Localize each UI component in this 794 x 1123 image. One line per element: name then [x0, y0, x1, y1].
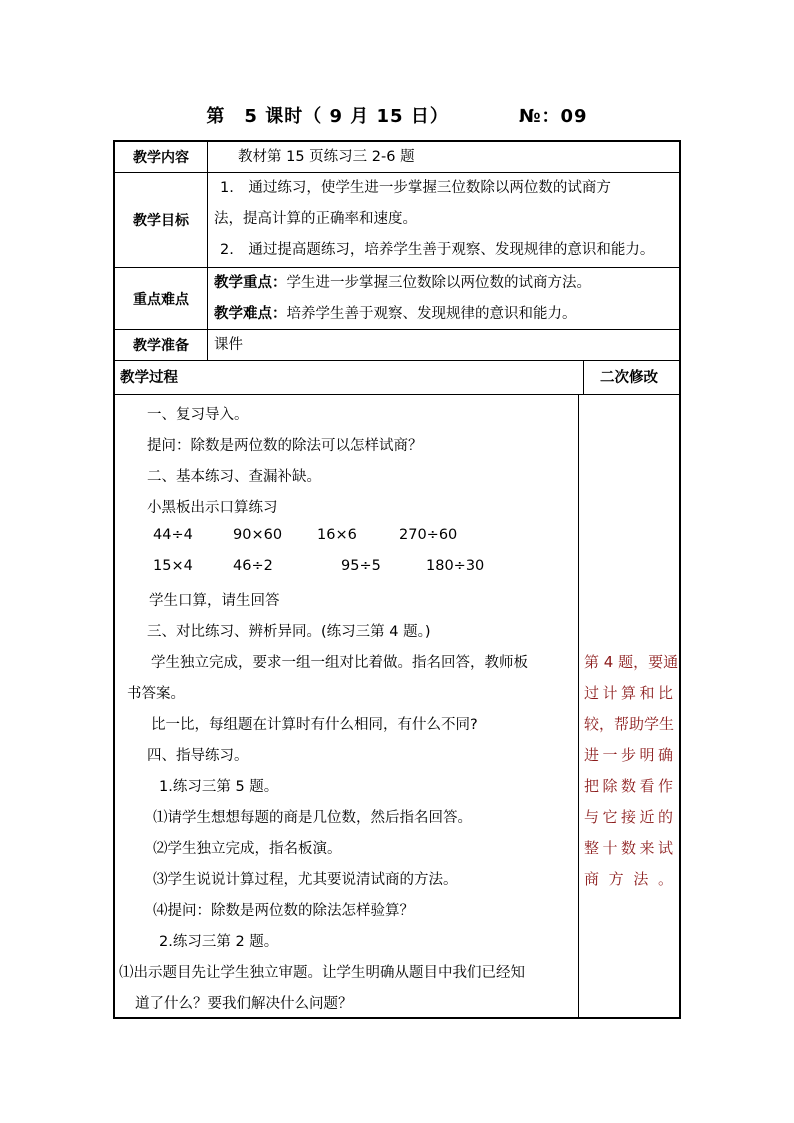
- process-line: ⑴出示题目先让学生独立审题。让学生明确从题目中我们已经知: [119, 965, 525, 981]
- row-key-points: [115, 268, 679, 330]
- goal-line: 2. 通过提高题练习，培养学生善于观察、发现规律的意识和能力。: [220, 242, 655, 258]
- goals-label: 教学目标: [115, 173, 208, 267]
- process-line: 二、基本练习、查漏补缺。: [147, 469, 321, 485]
- prep-label: 教学准备: [115, 330, 208, 360]
- revision-note-line: 进一步明确: [584, 746, 673, 764]
- process-body: [115, 395, 579, 1017]
- process-line: 学生独立完成，要求一组一组对比着做。指名回答，教师板: [151, 655, 528, 671]
- revision-note-line: 过计算和比: [584, 684, 673, 702]
- revision-note-line: 较，帮助学生: [584, 715, 675, 733]
- row-content: [115, 142, 679, 173]
- process-line: 1.练习三第 5 题。: [159, 779, 279, 795]
- process-line: 一、复习导入。: [147, 407, 249, 423]
- process-line: ⑶学生说说计算过程，尤其要说清试商的方法。: [153, 872, 458, 888]
- difficulty: 培养学生善于观察、发现规律的意识和能力。: [286, 306, 577, 322]
- goal-line: 1. 通过练习，使学生进一步掌握三位数除以两位数的试商方: [220, 180, 611, 196]
- row-prep: [115, 330, 679, 361]
- process-label: 教学过程: [115, 361, 584, 394]
- revision-note-line: 整十数来试: [584, 839, 673, 857]
- calc-item: 180÷30: [426, 558, 485, 574]
- row-process-header: [115, 361, 679, 395]
- lesson-info: 第 5 课时（ 9 月 15 日）: [206, 106, 449, 127]
- process-line: 学生口算，请生回答: [149, 593, 280, 609]
- lesson-plan-table: [113, 140, 681, 1019]
- calc-item: 15×4: [153, 558, 193, 574]
- calc-item: 16×6: [317, 527, 357, 543]
- key-point-label: 教学重点：: [214, 275, 287, 291]
- revision-note-line: 第 4 题，要通: [584, 653, 679, 671]
- calc-item: 90×60: [233, 527, 283, 543]
- process-line: 四、指导练习。: [147, 748, 249, 764]
- calc-item: 46÷2: [233, 558, 273, 574]
- calc-item: 95÷5: [341, 558, 381, 574]
- key-label: 重点难点: [115, 268, 208, 329]
- process-line: 三、对比练习、辨析异同。(练习三第 4 题。): [147, 624, 431, 640]
- process-line: 2.练习三第 2 题。: [159, 934, 279, 950]
- revision-label: 二次修改: [600, 370, 658, 386]
- key-point: 学生进一步掌握三位数除以两位数的试商方法。: [286, 275, 591, 291]
- process-line: ⑵学生独立完成，指名板演。: [153, 841, 342, 857]
- revision-body: [579, 395, 679, 1017]
- process-line: 提问：除数是两位数的除法可以怎样试商？: [147, 438, 423, 454]
- prep-value: 课件: [214, 337, 243, 353]
- process-line: ⑴请学生想想每题的商是几位数，然后指名回答。: [153, 810, 472, 826]
- process-line: 书答案。: [127, 686, 185, 702]
- process-line: 小黑板出示口算练习: [147, 500, 278, 516]
- goals-text: [208, 173, 679, 267]
- row-goals: [115, 173, 679, 268]
- key-text: [208, 268, 679, 329]
- content-value: 教材第 15 页练习三 2-6 题: [238, 149, 415, 165]
- document-number: №：09: [518, 106, 588, 127]
- revision-note-line: 把除数看作: [584, 777, 673, 795]
- process-line: ⑷提问：除数是两位数的除法怎样验算？: [153, 903, 414, 919]
- revision-note: [584, 647, 679, 895]
- revision-note-line: 商方法。: [584, 870, 673, 888]
- process-line: 比一比，每组题在计算时有什么相同，有什么不同?: [151, 717, 478, 733]
- calc-item: 270÷60: [399, 527, 458, 543]
- calc-item: 44÷4: [153, 527, 193, 543]
- process-line: 道了什么？要我们解决什么问题？: [135, 996, 353, 1012]
- page-title: [0, 102, 794, 128]
- difficulty-label: 教学难点：: [214, 306, 287, 322]
- goal-line: 法，提高计算的正确率和速度。: [214, 211, 417, 227]
- content-label: 教学内容: [115, 142, 208, 172]
- revision-note-line: 与它接近的: [584, 808, 673, 826]
